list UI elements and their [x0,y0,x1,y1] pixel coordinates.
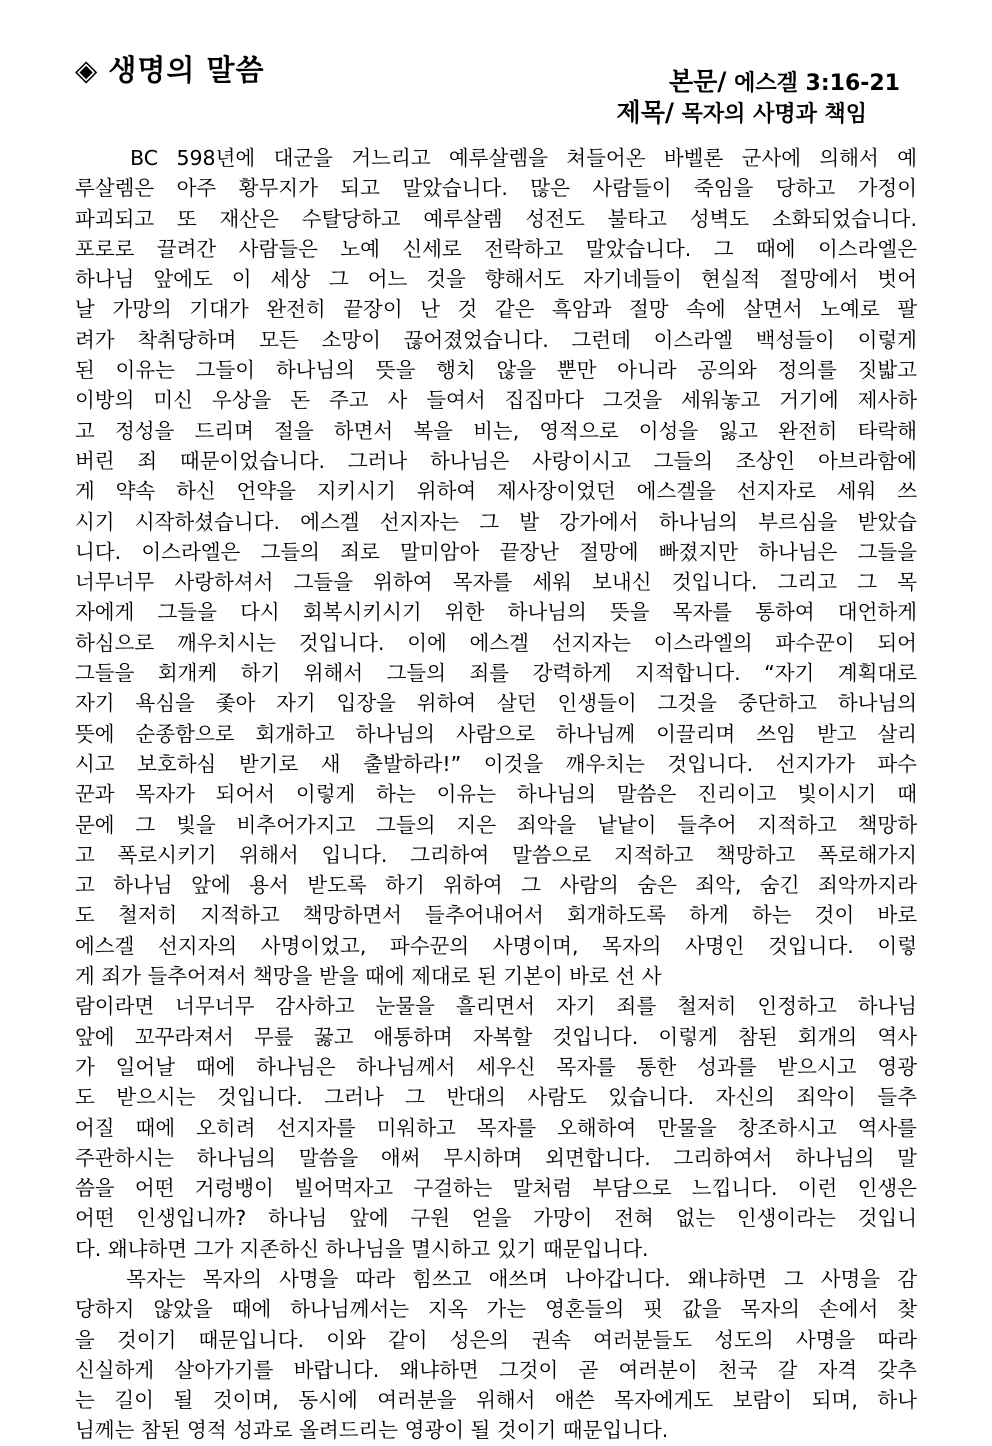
sermon-body [75,143,917,1446]
body-line: 당하지 않았을 때에 하나님께서는 지옥 가는 영혼들의 핏 값을 목자의 손에서 찾 [75,1297,917,1322]
body-line: 문에 그 빛을 비추어가지고 그들의 지은 죄악을 낱낱이 들추어 지적하고 책망하 [75,812,917,837]
body-line: 루살렘은 아주 황무지가 되고 말았습니다. 많은 사람들이 죽임을 당하고 가정이 [75,176,917,201]
body-line: 시기 시작하셨습니다. 에스겔 선지자는 그 발 강가에서 하나님의 부르심을 받았습 [75,509,917,534]
body-line: 게 죄가 들추어져서 책망을 받을 때에 제대로 된 기본이 바로 선 사 [75,964,662,989]
body-line: 하심으로 깨우치시는 것입니다. 이에 에스겔 선지자는 이스라엘의 파수꾼이 되어 [75,630,917,655]
body-line: 너무너무 사랑하셔서 그들을 위하여 목자를 세워 보내신 것입니다. 그리고 그 목 [75,570,917,595]
body-line: 고 하나님 앞에 용서 받도록 하기 위하여 그 사람의 숨은 죄악, 숨긴 죄악까지라 [75,873,917,898]
passage-label: 본문/ [669,67,727,96]
body-line: 다. 왜냐하면 그가 지존하신 하나님을 멸시하고 있기 때문입니다. [75,1236,649,1261]
body-line: 된 이유는 그들이 하나님의 뜻을 행치 않을 뿐만 아니라 공의와 정의를 짓밟고 [75,358,917,383]
body-line: 어질 때에 오히려 선지자를 미워하고 목자를 오해하여 만물을 창조하시고 역사를 [75,1115,917,1140]
body-line: 고 폭로시키기 위해서 입니다. 그리하여 말씀으로 지적하고 책망하고 폭로해가지 [75,842,917,867]
body-line: 는 길이 될 것이며, 동시에 여러분을 위해서 애쓴 목자에게도 보람이 되며, 하나 [75,1388,917,1413]
body-line: 에스겔 선지자의 사명이었고, 파수꾼의 사명이며, 목자의 사명인 것입니다. 이렇 [75,933,917,958]
body-line: 뜻에 순종함으로 회개하고 하나님의 사람으로 하나님께 이끌리며 쓰임 받고 살리 [75,721,917,746]
body-line: 이방의 미신 우상을 돈 주고 사 들여서 집집마다 그것을 세워놓고 거기에 제사하 [75,388,917,413]
body-line: 니다. 이스라엘은 그들의 죄로 말미암아 끝장난 절망에 빠졌지만 하나님은 그들을 [75,539,917,564]
sermon-title [617,93,867,129]
title-text: 목자의 사명과 책임 [681,102,867,127]
body-line: BC 598년에 대군을 거느리고 예루살렘을 쳐들어온 바벨론 군사에 의해서 예 [75,146,917,170]
body-line: 버린 죄 때문이었습니다. 그러나 하나님은 사랑이시고 그들의 조상인 아브라함에 [75,448,917,473]
body-line: 람이라면 너무너무 감사하고 눈물을 흘리면서 자기 죄를 철저히 인정하고 하나님 [75,994,917,1019]
body-line: 자에게 그들을 다시 회복시키시기 위한 하나님의 뜻을 목자를 통하여 대언하게 [75,600,917,625]
body-line: 그들을 회개케 하기 위해서 그들의 죄를 강력하게 지적합니다. “자기 계획대로 [75,661,917,686]
body-line: 하나님 앞에도 이 세상 그 어느 것을 향해서도 자기네들이 현실적 절망에서 벗어 [75,267,917,292]
body-line: 앞에 꼬꾸라져서 무릎 꿇고 애통하며 자복할 것입니다. 이렇게 참된 회개의 역사 [75,1024,917,1049]
body-line: 시고 보호하심 받기로 새 출발하라!” 이것을 깨우치는 것입니다. 선지가가 파수 [75,751,917,776]
body-line: 어떤 인생입니까? 하나님 앞에 구원 얻을 가망이 전혀 없는 인생이라는 것입니 [75,1206,917,1231]
body-line: 꾼과 목자가 되어서 이렇게 하는 이유는 하나님의 말씀은 진리이고 빛이시기 때 [75,782,917,807]
body-line: 려가 착취당하며 모든 소망이 끊어졌었습니다. 그런데 이스라엘 백성들이 이렇게 [75,327,917,352]
title-label: 제목/ [616,98,674,127]
body-line: 게 약속 하신 언약을 지키시기 위하여 제사장이었던 에스겔을 선지자로 세워 쓰 [75,479,917,504]
diamond-bullet-icon: ◈ [75,53,99,87]
body-line: 포로로 끌려간 사람들은 노예 신세로 전락하고 말았습니다. 그 때에 이스라엘은 [75,236,917,261]
body-line: 주관하시는 하나님의 말씀을 애써 무시하며 외면합니다. 그리하여서 하나님의 말 [75,1145,917,1170]
body-line: 씀을 어떤 거렁뱅이 빌어먹자고 구걸하는 말처럼 부담으로 느낍니다. 이런 인생은 [75,1176,917,1201]
body-line: 고 정성을 드리며 절을 하면서 복을 비는, 영적으로 이성을 잃고 완전히 타락해 [75,418,917,443]
body-line: 목자는 목자의 사명을 따라 힘쓰고 애쓰며 나아갑니다. 왜냐하면 그 사명을 감 [75,1266,917,1291]
section-heading [75,48,264,89]
body-line: 님께는 참된 영적 성과로 올려드리는 영광이 될 것이기 때문입니다. [75,1418,669,1443]
section-title: 생명의 말씀 [108,53,265,87]
body-line: 도 철저히 지적하고 책망하면서 들추어내어서 회개하도록 하게 하는 것이 바로 [75,903,917,928]
body-line: 신실하게 살아가기를 바랍니다. 왜냐하면 그것이 곧 여러분이 천국 갈 자격 갖추 [75,1357,917,1382]
body-line: 날 가망의 기대가 완전히 끝장이 난 것 같은 흑암과 절망 속에 살면서 노예로 팔 [75,297,917,322]
body-line: 파괴되고 또 재산은 수탈당하고 예루살렘 성전도 불타고 성벽도 소화되었습니다. [75,206,917,231]
passage-reference: 에스겔 3:16-21 [734,71,900,96]
body-line: 도 받으시는 것입니다. 그러나 그 반대의 사람도 있습니다. 자신의 죄악이 들추 [75,1085,917,1110]
body-line: 자기 욕심을 좇아 자기 입장을 위하여 살던 인생들이 그것을 중단하고 하나님의 [75,691,917,716]
body-line: 을 것이기 때문입니다. 이와 같이 성은의 권속 여러분들도 성도의 사명을 따라 [75,1327,917,1352]
body-line: 가 일어날 때에 하나님은 하나님께서 세우신 목자를 통한 성과를 받으시고 영광 [75,1054,917,1079]
